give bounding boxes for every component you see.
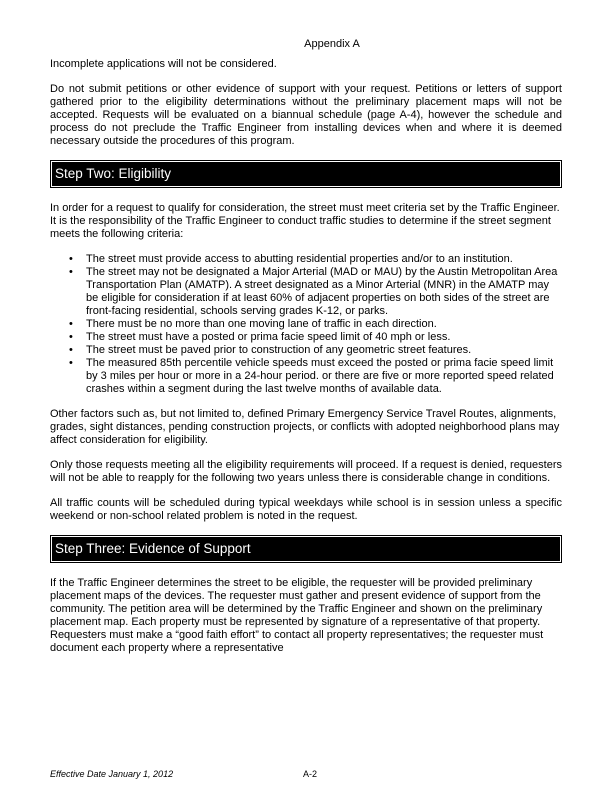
list-item: • The measured 85th percentile vehicle speeds must exceed the posted or prima facie speed limit by 3 miles per hour or more in a 24-hour period. or there are five or more reported speed related crashes within a segment during the last twelve months of available data.: [86, 357, 562, 396]
incomplete-notice: Incomplete applications will not be considered.: [50, 58, 277, 70]
eligibility-lead: In order for a request to qualify for consideration, the street must meet criteria set by the Traffic Engineer. It is the responsibility of the Traffic Engineer to conduct traffic studies to determine if the street segment meets the following criteria:: [50, 202, 560, 240]
list-item: • The street must have a posted or prima facie speed limit of 40 mph or less.: [86, 331, 562, 344]
criteria-list: [50, 253, 562, 396]
effective-date: Effective Date January 1, 2012: [50, 769, 174, 779]
evidence-paragraph: If the Traffic Engineer determines the street to be eligible, the requester will be provided preliminary placement maps of the devices. The requester must gather and present evidence of support from the community. The petition area will be determined by the Traffic Engineer and shown on the preliminary placement map. Each property must be represented by signature of a representative of that property. Requesters must make a “good faith effort” to contact all property representatives; the requester must document each property where a representative: [50, 577, 544, 654]
list-item: • There must be no more than one moving lane of traffic in each direction.: [86, 318, 562, 331]
other-factors-paragraph: Other factors such as, but not limited to, defined Primary Emergency Service Travel Routes, alignments, grades, sight distances, pending construction projects, or conflicts with adopted neighborhood plans may affect consideration for eligibility.: [50, 408, 560, 446]
list-item: • The street may not be designated a Major Arterial (MAD or MAU) by the Austin Metropolitan Area Transportation Plan (AMATP). A street designated as a Minor Arterial (MNR) in the AMATP may be eligible for consideration if at least 60% of adjacent properties on both sides of the street are front-facing residential, schools serving grades K-12, or parks.: [86, 266, 562, 318]
denial-paragraph: Only those requests meeting all the eligibility requirements will proceed. If a request is denied, requesters will not be able to reapply for the following two years unless there is considerable change in conditions.: [50, 459, 562, 484]
list-item: • The street must provide access to abutting residential properties and/or to an institution.: [86, 253, 562, 266]
petitions-paragraph: Do not submit petitions or other evidence of support with your request. Petitions or letters of support gathered prior to the eligibility determinations without the preliminary placement maps will not be accepted. Requests will be evaluated on a biannual schedule (page A-4), however the schedule and process do not preclude the Traffic Engineer from installing devices when and where it is deemed necessary outside the procedures of this program.: [50, 83, 562, 147]
document-page: [50, 38, 562, 667]
list-item: • The street must be paved prior to construction of any geometric street features.: [86, 344, 562, 357]
traffic-counts-paragraph: All traffic counts will be scheduled during typical weekdays while school is in session unless a specific weekend or non-school related problem is noted in the request.: [50, 497, 562, 522]
page-number: A-2: [303, 769, 318, 779]
step-three-heading: Step Three: Evidence of Support: [50, 535, 562, 563]
step-two-heading: Step Two: Eligibility: [50, 160, 562, 188]
appendix-header: Appendix A: [304, 38, 360, 50]
